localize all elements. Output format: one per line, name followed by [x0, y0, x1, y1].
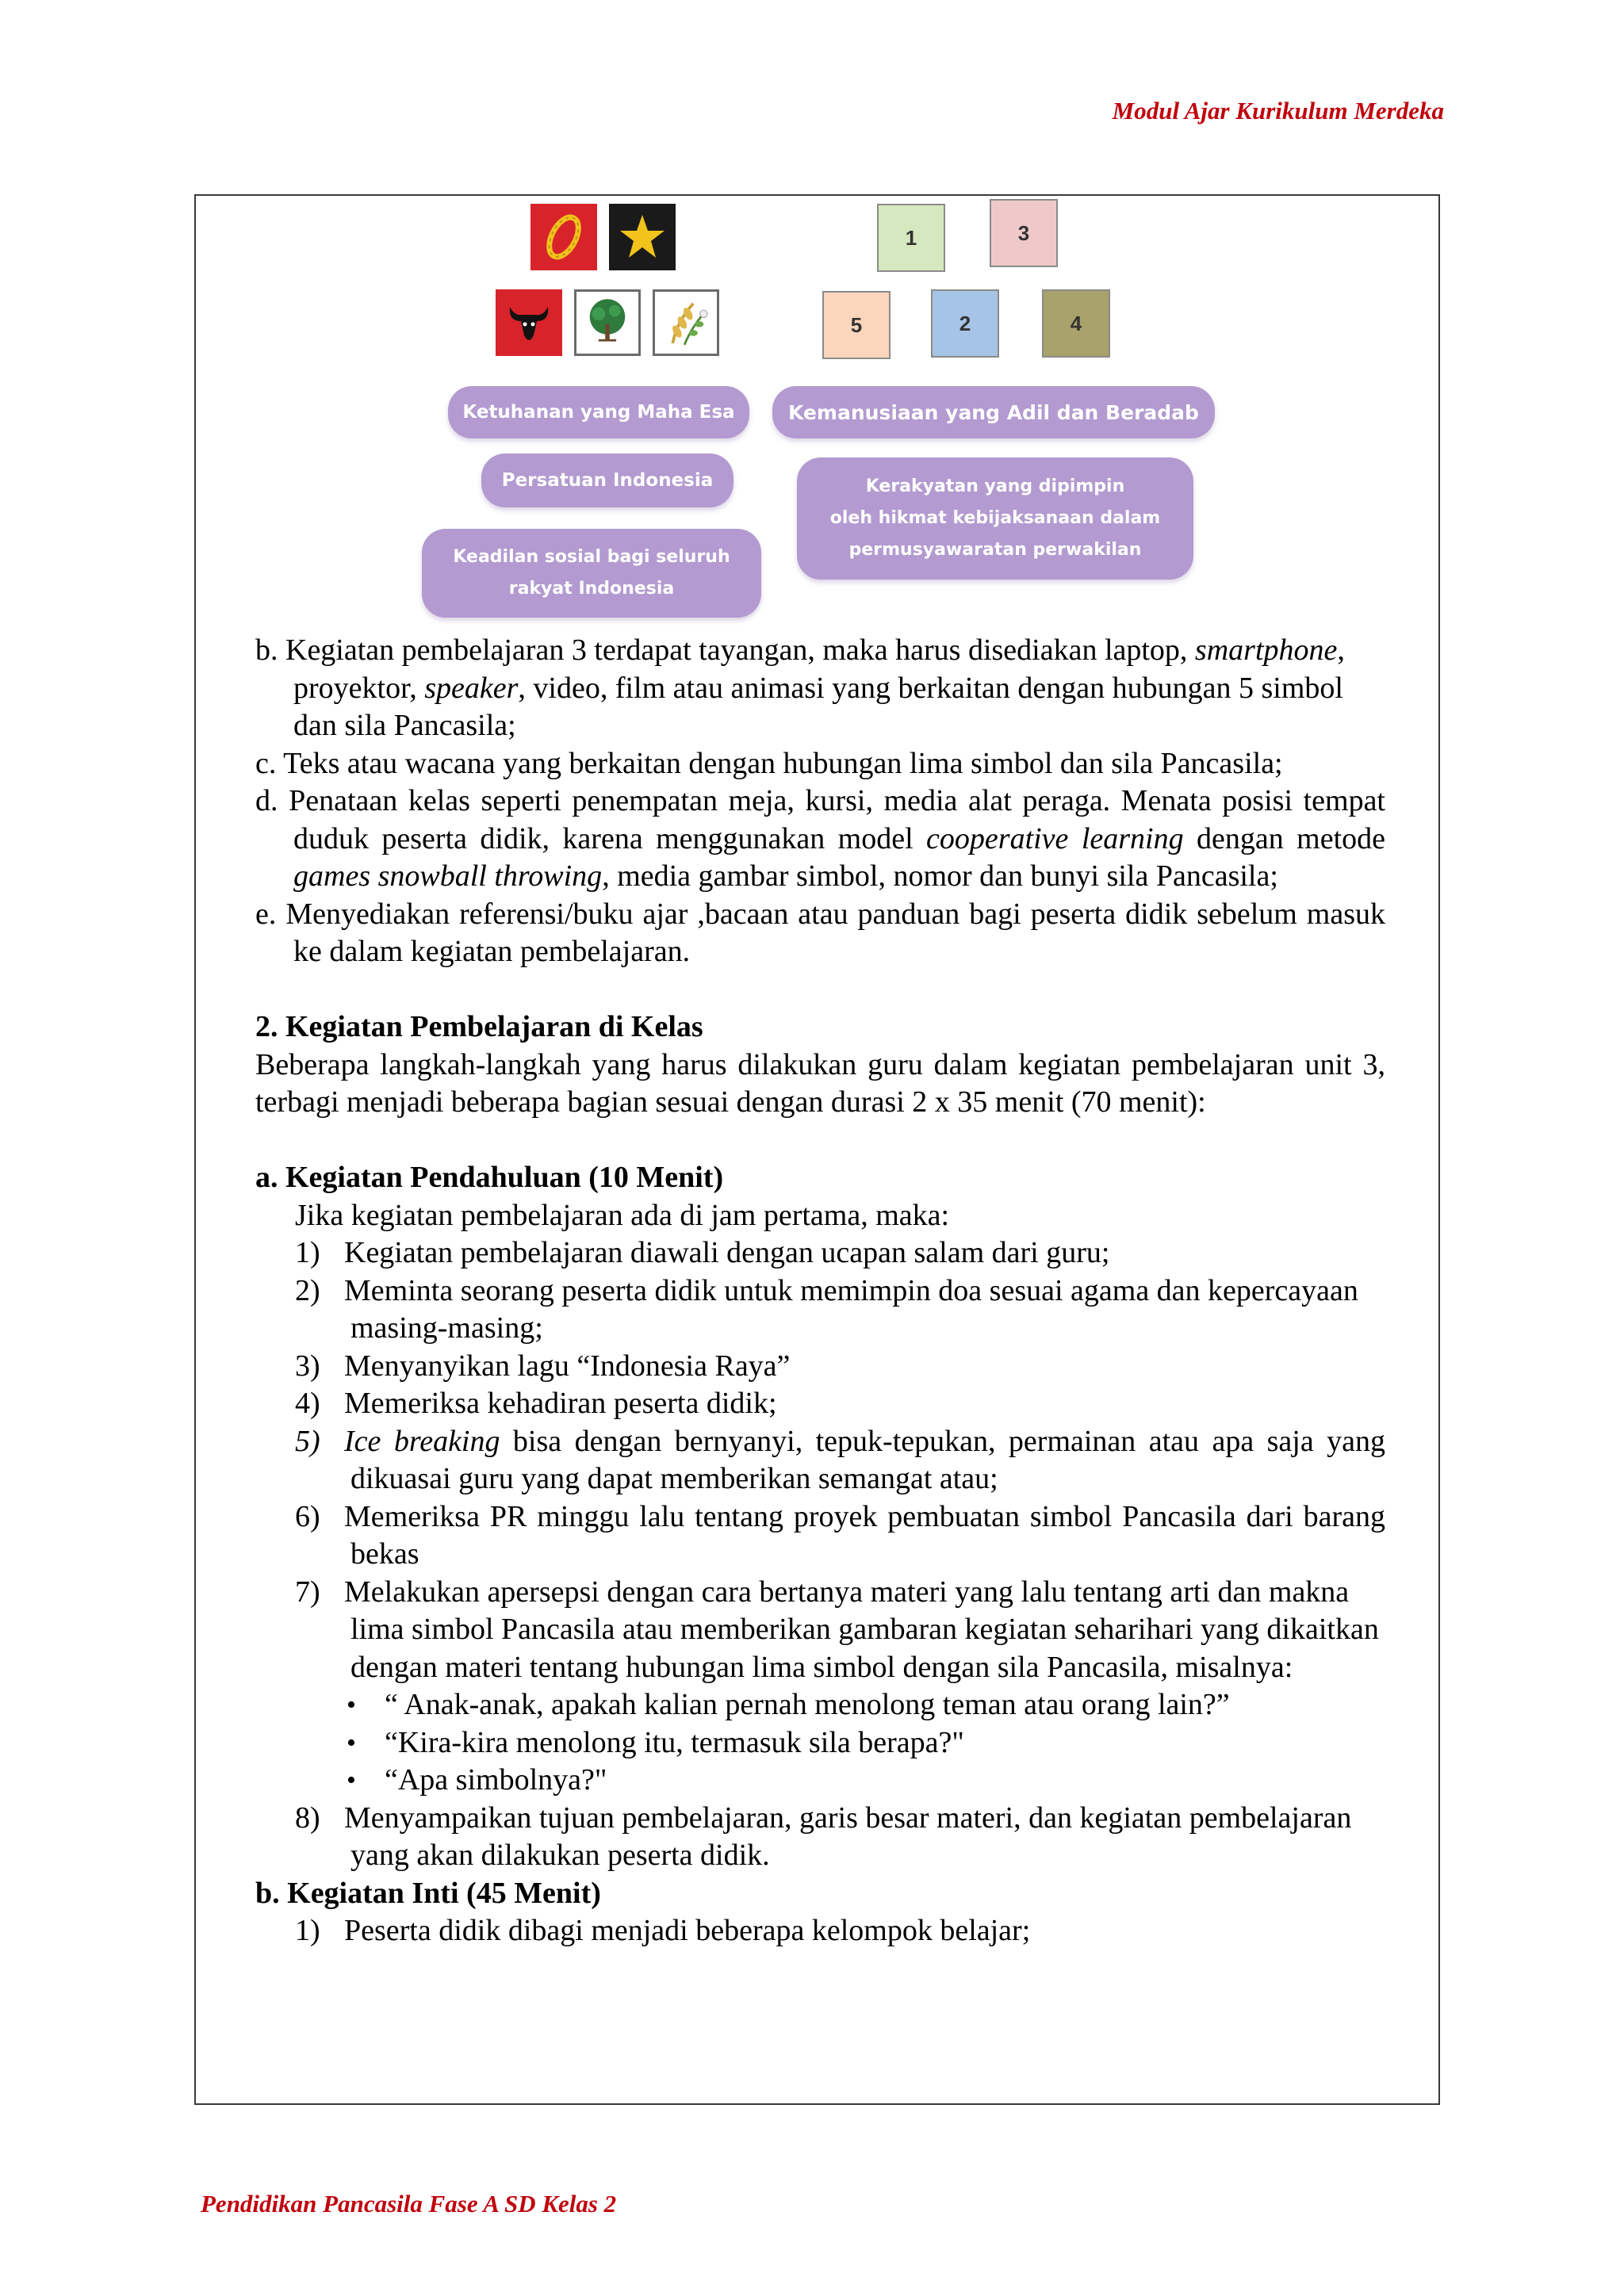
- prep-item-b: b. Kegiatan pembelajaran 3 terdapat tayangan, maka harus disediakan laptop, smartphone, proyektor, speaker, video, film atau animasi yang berkaitan dengan hubungan 5 simbol dan sila Pancasila;: [255, 633, 1345, 742]
- prep-item-e: e. Menyediakan referensi/buku ajar ,bacaan atau panduan bagi peserta didik sebelum masuk ke dalam kegiatan pembelajaran.: [255, 897, 1385, 968]
- pendahuluan-item-8: 8) Menyampaikan tujuan pembelajaran, garis besar materi, dan kegiatan pembelajaran yang akan dilakukan peserta didik.: [295, 1800, 1352, 1872]
- number-box-1: 1: [877, 204, 945, 272]
- kepala-banteng-icon: [496, 289, 562, 356]
- number-box-4: 4: [1042, 289, 1110, 358]
- sila-1-pill: Ketuhanan yang Maha Esa: [448, 386, 749, 438]
- pendahuluan-heading: a. Kegiatan Pendahuluan (10 Menit): [255, 1161, 724, 1194]
- page-header: Modul Ajar Kurikulum Merdeka: [1112, 97, 1444, 124]
- inti-item-1: 1) Peserta didik dibagi menjadi beberapa kelompok belajar;: [295, 1914, 1031, 1947]
- sila-5-line-2: rakyat Indonesia: [508, 579, 675, 599]
- sila-4-line-3: permusyawaratan perwakilan: [848, 540, 1142, 560]
- pendahuluan-item-7: 7) Melakukan apersepsi dengan cara bertanya materi yang lalu tentang arti dan makna lima simbol Pancasila atau memberikan gambaran kegiatan seharihari yang dikaitkan dengan materi tentang hubungan lima simbol dengan sila Pancasila, misalnya:: [295, 1575, 1379, 1684]
- sila-5-pill: [422, 529, 761, 618]
- bintang-icon: [609, 204, 676, 270]
- number-box-5: 5: [822, 291, 891, 359]
- question-3: • “Apa simbolnya?": [347, 1763, 607, 1797]
- page-footer: Pendidikan Pancasila Fase A SD Kelas 2: [201, 2190, 617, 2218]
- pendahuluan-item-5: 5) Ice breaking bisa dengan bernyanyi, tepuk-tepukan, permainan atau apa saja yang dikuasai guru yang dapat memberikan semangat atau;: [295, 1424, 1386, 1495]
- body-text: [255, 632, 1385, 1950]
- inti-heading: b. Kegiatan Inti (45 Menit): [255, 1876, 601, 1910]
- pendahuluan-intro: Jika kegiatan pembelajaran ada di jam pertama, maka:: [295, 1198, 950, 1232]
- sila-5-line-1: Keadilan sosial bagi seluruh: [453, 547, 730, 567]
- pendahuluan-item-1: 1) Kegiatan pembelajaran diawali dengan ucapan salam dari guru;: [295, 1236, 1110, 1269]
- number-box-3: 3: [990, 199, 1058, 267]
- sila-4-line-2: oleh hikmat kebijaksanaan dalam: [829, 508, 1161, 528]
- pendahuluan-item-6: 6) Memeriksa PR minggu lalu tentang proyek pembuatan simbol Pancasila dari barang bekas: [295, 1499, 1385, 1571]
- sila-4-line-1: Kerakyatan yang dipimpin: [865, 476, 1125, 496]
- section-2-heading: 2. Kegiatan Pembelajaran di Kelas: [255, 1010, 703, 1043]
- pendahuluan-item-2: 2) Meminta seorang peserta didik untuk memimpin doa sesuai agama dan kepercayaan masing-masing;: [295, 1273, 1358, 1345]
- pendahuluan-item-4: 4) Memeriksa kehadiran peserta didik;: [295, 1387, 777, 1420]
- pendahuluan-item-3: 3) Menyanyikan lagu “Indonesia Raya”: [295, 1349, 791, 1383]
- sila-3-pill: Persatuan Indonesia: [481, 453, 733, 507]
- sila-2-pill: Kemanusiaan yang Adil dan Beradab: [772, 386, 1215, 438]
- padi-kapas-icon: [653, 289, 719, 356]
- prep-item-c: c. Teks atau wacana yang berkaitan dengan hubungan lima simbol dan sila Pancasila;: [255, 746, 1283, 780]
- sila-4-pill: [797, 457, 1193, 580]
- pohon-beringin-icon: [574, 289, 641, 356]
- number-box-2: 2: [931, 289, 999, 358]
- pancasila-figure: [196, 196, 1438, 624]
- prep-item-d: d. Penataan kelas seperti penempatan meja, kursi, media alat peraga. Menata posisi tempat duduk peserta didik, karena menggunakan model cooperative learning dengan metode games snowball throwing, media gambar simbol, nomor dan bunyi sila Pancasila;: [255, 784, 1385, 893]
- content-frame: [194, 194, 1440, 2105]
- rantai-icon: [530, 204, 597, 270]
- question-2: • “Kira-kira menolong itu, termasuk sila berapa?": [347, 1725, 964, 1759]
- section-2-intro: Beberapa langkah-langkah yang harus dilakukan guru dalam kegiatan pembelajaran unit 3, terbagi menjadi beberapa bagian sesuai dengan durasi 2 x 35 menit (70 menit):: [255, 1047, 1385, 1119]
- question-1: • “ Anak-anak, apakah kalian pernah menolong teman atau orang lain?”: [347, 1688, 1230, 1721]
